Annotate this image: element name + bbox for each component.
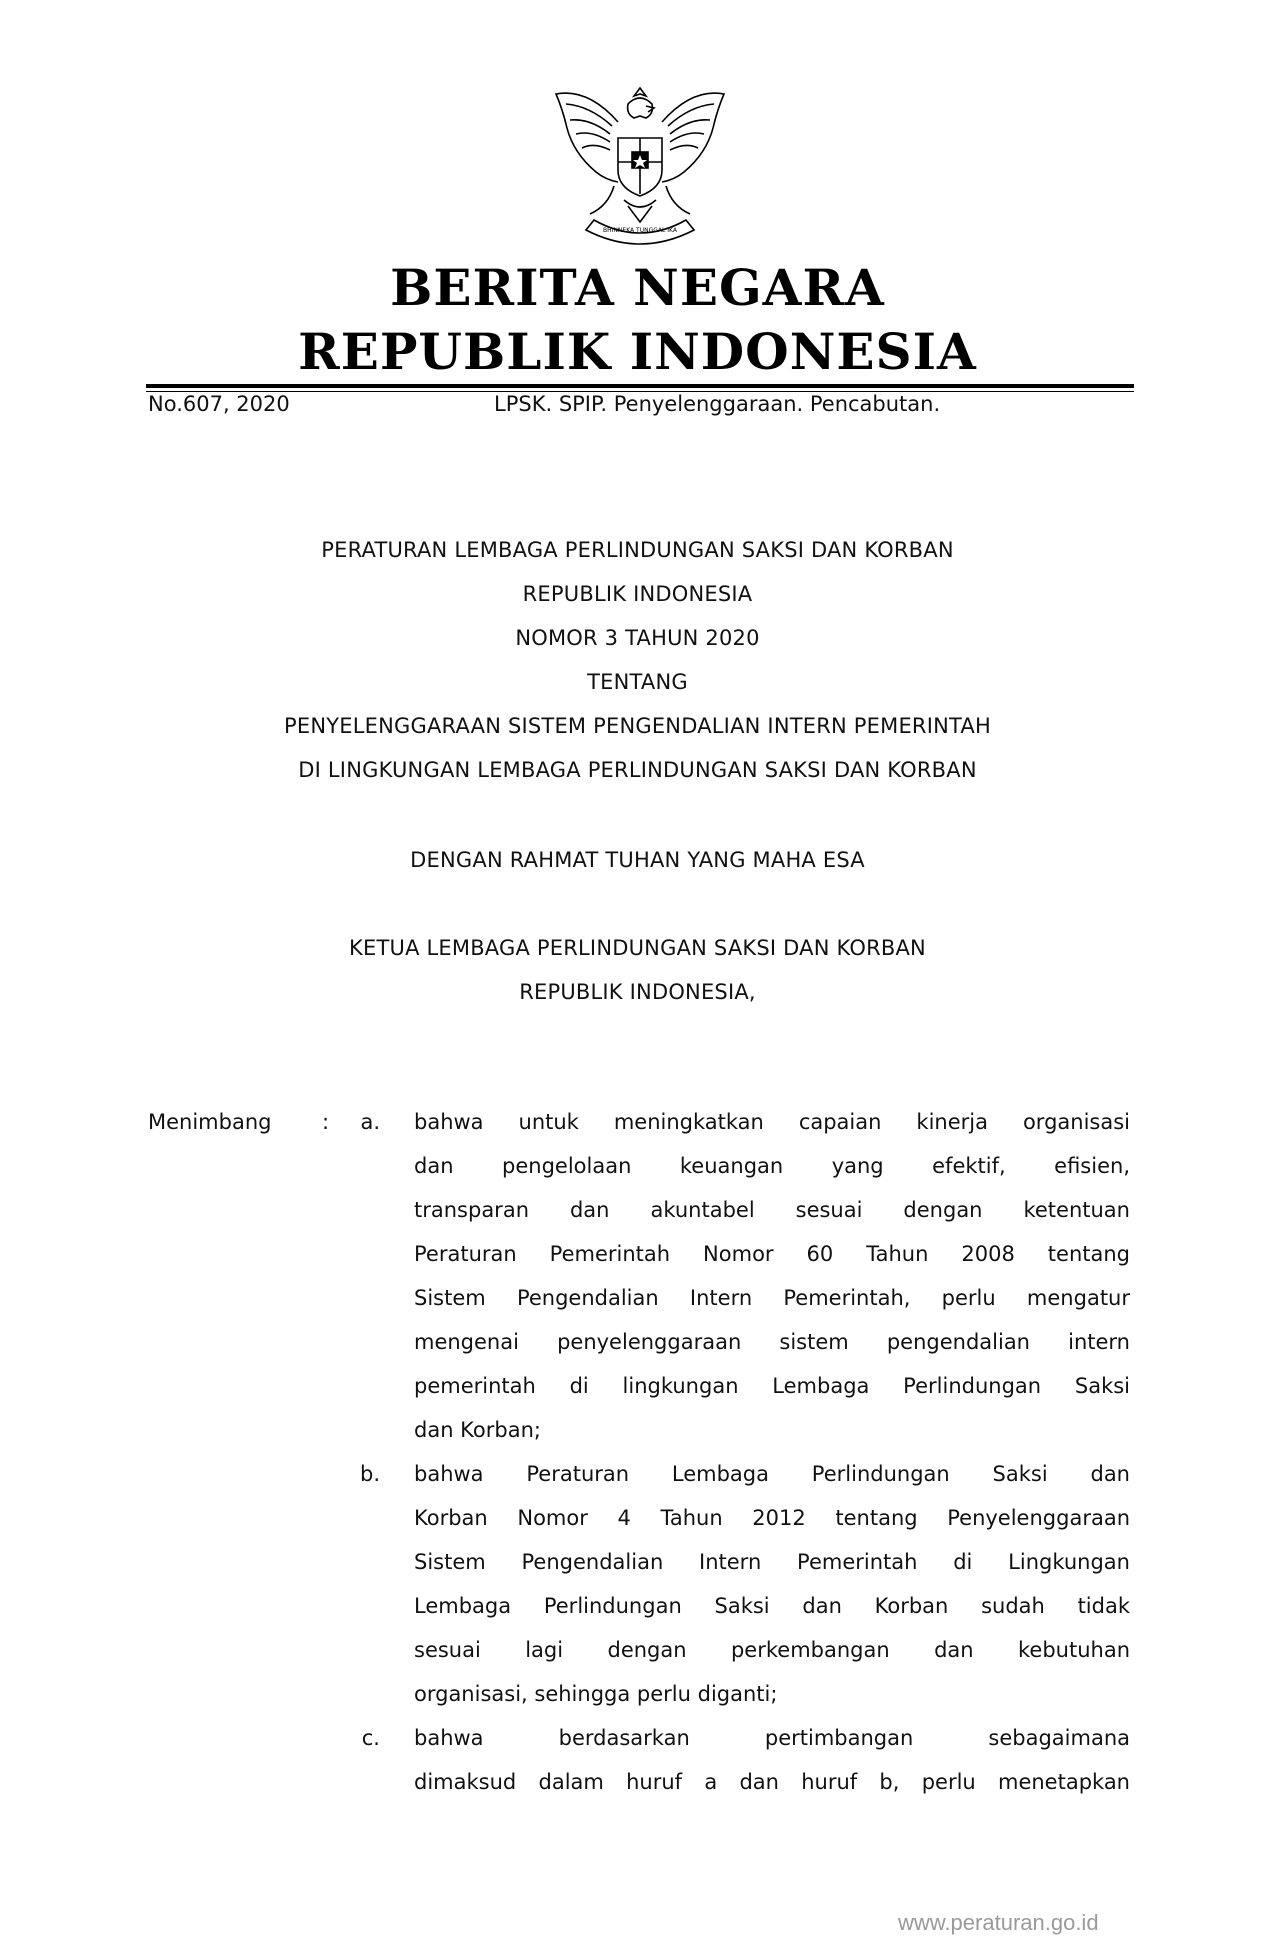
gazette-subtitle: REPUBLIK INDONESIA	[298, 322, 977, 381]
text-line: Sistem Pengendalian Intern Pemerintah di Lingkungan	[414, 1550, 1130, 1574]
text-line: Korban Nomor 4 Tahun 2012 tentang Penyelenggaraan	[414, 1506, 1130, 1530]
authority-line: REPUBLIK INDONESIA,	[519, 980, 756, 1004]
regulation-subject-line: DI LINGKUNGAN LEMBAGA PERLINDUNGAN SAKSI DAN KORBAN	[298, 758, 977, 782]
regulation-subject-line: PENYELENGGARAAN SISTEM PENGENDALIAN INTERN PEMERINTAH	[284, 714, 991, 738]
considering-item-b	[414, 1452, 1130, 1716]
text-line: bahwa berdasarkan pertimbangan sebagaimana	[414, 1726, 1130, 1750]
text-line: dan Korban;	[414, 1418, 541, 1442]
text-line: Sistem Pengendalian Intern Pemerintah, perlu mengatur	[414, 1286, 1130, 1310]
item-letter-a: a.	[360, 1110, 380, 1134]
authority-line: KETUA LEMBAGA PERLINDUNGAN SAKSI DAN KORBAN	[349, 936, 926, 960]
considering-colon: :	[322, 1110, 330, 1134]
considering-label: Menimbang	[148, 1110, 272, 1134]
text-line: transparan dan akuntabel sesuai dengan ketentuan	[414, 1198, 1130, 1222]
masthead-rule-thick	[146, 384, 1134, 388]
text-line: Lembaga Perlindungan Saksi dan Korban sudah tidak	[414, 1594, 1130, 1618]
text-line: Peraturan Pemerintah Nomor 60 Tahun 2008 tentang	[414, 1242, 1130, 1266]
text-line: pemerintah di lingkungan Lembaga Perlindungan Saksi	[414, 1374, 1130, 1398]
considering-item-a	[414, 1100, 1130, 1452]
blessing-line: DENGAN RAHMAT TUHAN YANG MAHA ESA	[410, 848, 865, 872]
gazette-title: BERITA NEGARA	[390, 258, 885, 317]
item-letter-b: b.	[359, 1462, 380, 1486]
item-letter-c: c.	[361, 1726, 380, 1750]
considering-item-c	[414, 1716, 1130, 1804]
text-line: dan pengelolaan keuangan yang efektif, efisien,	[414, 1154, 1130, 1178]
regulation-title-line: PERATURAN LEMBAGA PERLINDUNGAN SAKSI DAN KORBAN	[321, 538, 954, 562]
emblem-motto: BHINNEKA TUNGGAL IKA	[603, 227, 677, 234]
text-line: dimaksud dalam huruf a dan huruf b, perlu menetapkan	[414, 1770, 1130, 1794]
text-line: bahwa Peraturan Lembaga Perlindungan Saksi dan	[414, 1462, 1130, 1486]
regulation-number: NOMOR 3 TAHUN 2020	[515, 626, 760, 650]
regulation-title-line: REPUBLIK INDONESIA	[522, 582, 753, 606]
text-line: bahwa untuk meningkatkan capaian kinerja organisasi	[414, 1110, 1130, 1134]
regulation-about: TENTANG	[587, 670, 688, 694]
text-line: mengenai penyelenggaraan sistem pengendalian intern	[414, 1330, 1130, 1354]
text-line: organisasi, sehingga perlu diganti;	[414, 1682, 778, 1706]
gazette-number: No.607, 2020	[148, 392, 290, 416]
footer-url[interactable]: www.peraturan.go.id	[898, 1910, 1099, 1935]
garuda-emblem-icon	[548, 82, 732, 252]
text-line: sesuai lagi dengan perkembangan dan kebutuhan	[414, 1638, 1130, 1662]
gazette-subject: LPSK. SPIP. Penyelenggaraan. Pencabutan.	[494, 392, 941, 416]
